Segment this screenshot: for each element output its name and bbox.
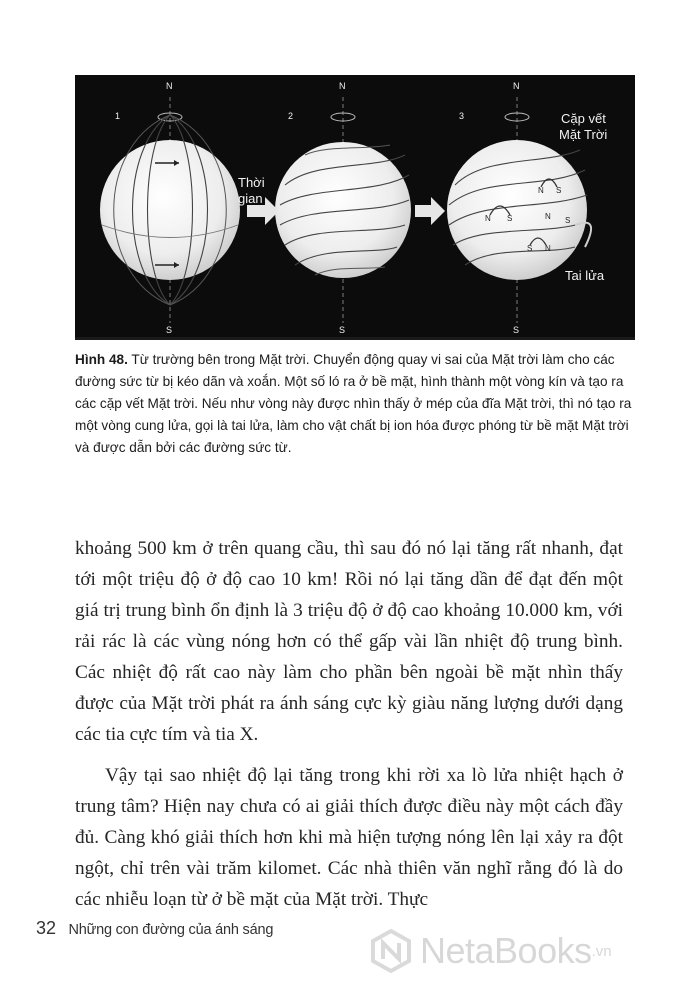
pole-letter: N bbox=[545, 212, 551, 221]
north-label-3: N bbox=[513, 81, 520, 91]
main-text bbox=[75, 533, 623, 915]
pole-letter: N bbox=[545, 244, 551, 253]
sunspot-label-line1: Cặp vết bbox=[561, 111, 606, 126]
time-label-line1: Thời bbox=[238, 175, 265, 190]
running-title: Những con đường của ánh sáng bbox=[68, 922, 274, 938]
south-label-1: S bbox=[166, 325, 173, 335]
north-label-2: N bbox=[339, 81, 346, 91]
sun-stage-3 bbox=[447, 140, 591, 280]
pole-letter: S bbox=[556, 186, 562, 195]
page-number: 32 bbox=[36, 918, 57, 938]
north-label-1: N bbox=[166, 81, 173, 91]
south-label-3: S bbox=[513, 325, 520, 335]
pole-letter: S bbox=[565, 216, 571, 225]
paragraph: Vậy tại sao nhiệt độ lại tăng trong khi rời xa lò lửa nhiệt hạch ở trung tâm? Hiện nay chưa có ai giải thích được điều này một cách đầy đủ. Càng khó giải thích hơn khi mà hiện tượng nóng lên lại xảy ra đột ngột, chỉ trên vài trăm kilomet. Các nhà thiên văn nghĩ rằng đó là do các nhiễu loạn từ ở bề mặt của Mặt trời. Thực bbox=[75, 765, 623, 910]
stage-number-3: 3 bbox=[459, 111, 465, 121]
time-label-line2: gian bbox=[238, 191, 263, 206]
prominence-label: Tai lửa bbox=[565, 268, 605, 283]
paragraph: khoảng 500 km ở trên quang cầu, thì sau đó nó lại tăng rất nhanh, đạt tới một triệu độ ở độ cao 10 km! Rồi nó lại tăng dần để đạt đến một giá trị trung bình ổn định là 3 triệu độ ở độ cao khoảng 10.000 km, với rải rác là các vùng nóng hơn có thể gấp vài lần nhiệt độ trung bình. Các nhiệt độ rất cao này làm cho phần bên ngoài bề mặt nhìn thấy được của Mặt trời phát ra ánh sáng cực kỳ giàu năng lượng dưới dạng các tia cực tím và tia X. bbox=[75, 538, 623, 745]
page-footer bbox=[36, 918, 273, 939]
sun-stage-2 bbox=[275, 142, 411, 278]
stage-number-1: 1 bbox=[115, 111, 121, 121]
sunspot-label-line2: Mặt Trời bbox=[559, 127, 608, 142]
south-label-2: S bbox=[339, 325, 346, 335]
pole-letter: N bbox=[538, 186, 544, 195]
sun-magnetic-field-diagram bbox=[75, 75, 635, 337]
watermark-suffix: .vn bbox=[591, 942, 612, 960]
stage-number-2: 2 bbox=[288, 111, 294, 121]
figure-48-image bbox=[75, 75, 635, 340]
figure-caption bbox=[75, 349, 645, 459]
pole-letter: N bbox=[485, 214, 491, 223]
caption-text: Từ trường bên trong Mặt trời. Chuyển động quay vi sai của Mặt trời làm cho các đường sức từ bị kéo dãn và xoắn. Một số ló ra ở bề mặt, hình thành một vòng kín và tạo ra các cặp vết Mặt trời. Nếu như vòng này được nhìn thấy ở mép của đĩa Mặt trời, thì nó tạo ra một vòng cung lửa, gọi là tai lửa, làm cho vật chất bị ion hóa được phóng từ bề mặt Mặt trời và được dẫn bởi các đường sức từ. bbox=[75, 352, 632, 455]
figure-number: Hình 48. bbox=[75, 352, 128, 367]
pole-letter: S bbox=[527, 244, 533, 253]
sun-stage-1 bbox=[100, 115, 240, 305]
pole-letter: S bbox=[507, 214, 513, 223]
netabooks-logo-icon bbox=[368, 928, 414, 974]
time-arrow-2 bbox=[415, 197, 445, 225]
watermark bbox=[368, 926, 612, 976]
watermark-brand: NetaBooks bbox=[420, 930, 592, 971]
